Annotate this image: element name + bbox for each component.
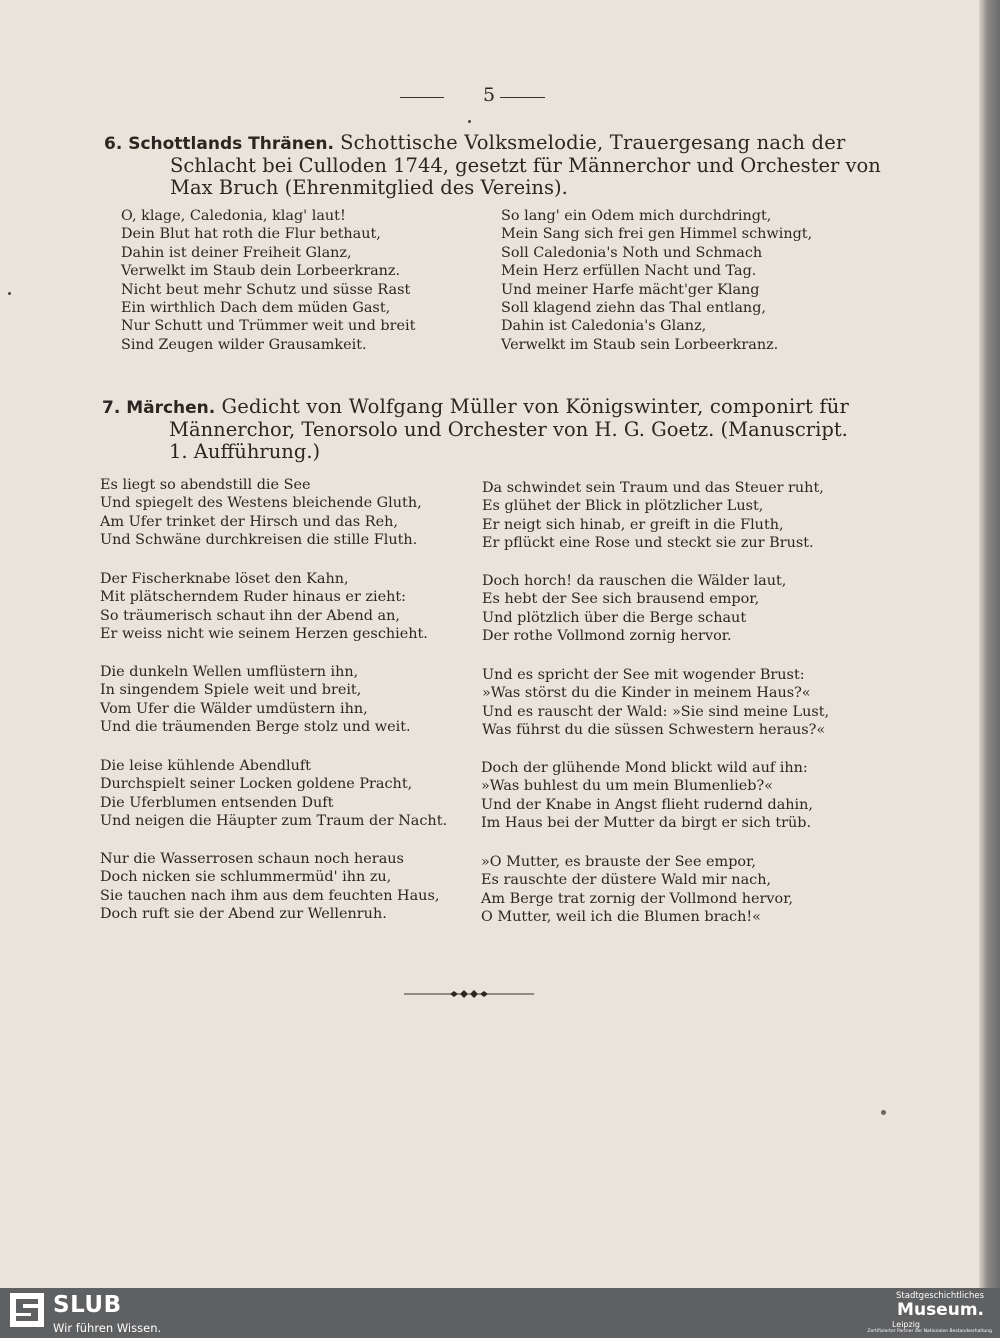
verse-line: Es liegt so abendstill die See <box>100 477 311 493</box>
ornament-divider <box>404 986 534 1002</box>
verse-line: Er neigt sich hinab, er greift in die Fluth, <box>482 516 784 533</box>
section-6-left-verse <box>121 207 415 354</box>
verse-line: Nur die Wasserrosen schaun noch heraus <box>100 851 404 867</box>
museum-prefix: Stadtgeschichtliches <box>896 1291 984 1301</box>
verse-line: Die dunkeln Wellen umflüstern ihn, <box>100 664 359 680</box>
verse-line: Und die träumenden Berge stolz und weit. <box>100 719 411 736</box>
stanza-left-4 <box>100 757 447 831</box>
verse-line: Verwelkt im Staub sein Lorbeerkranz. <box>501 336 779 353</box>
verse-line: Der rothe Vollmond zornig hervor. <box>482 628 732 645</box>
verse-line: Und meiner Harfe mächt'ger Klang <box>501 281 760 298</box>
verse-line: Und Schwäne durchkreisen die stille Fluth. <box>100 532 418 549</box>
museum-city: Leipzig <box>891 1320 920 1329</box>
museum-name: Museum. <box>897 1300 984 1320</box>
stanza-right-3 <box>482 666 829 740</box>
section-7-heading-line: 1. Aufführung.) <box>169 440 321 463</box>
slub-name: SLUB <box>53 1292 122 1318</box>
page-number-rule-left <box>400 97 444 98</box>
stanza-right-5 <box>481 853 793 927</box>
verse-line: Und spiegelt des Westens bleichende Gluth, <box>100 495 422 512</box>
verse-line: »Was buhlest du um mein Blumenlieb?« <box>481 778 773 795</box>
verse-line: Im Haus bei der Mutter da birgt er sich trüb. <box>481 815 812 832</box>
print-speck <box>881 1110 886 1115</box>
section-6-title: 6. Schottlands Thränen. <box>104 134 334 154</box>
section-6-heading-line: Schottische Volksmelodie, Trauergesang nach der <box>340 131 846 154</box>
verse-line: Der Fischerknabe löset den Kahn, <box>100 571 349 587</box>
verse-line: Nicht beut mehr Schutz und süsse Rast <box>121 281 411 298</box>
verse-line: Verwelkt im Staub dein Lorbeerkranz. <box>121 263 401 280</box>
verse-line: Und es spricht der See mit wogender Brust: <box>482 667 805 683</box>
slub-tagline: Wir führen Wissen. <box>53 1321 162 1335</box>
section-6-heading-line: Schlacht bei Culloden 1744, gesetzt für Männerchor und Orchester von <box>170 154 881 177</box>
verse-line: Doch horch! da rauschen die Wälder laut, <box>482 573 787 589</box>
verse-line: Ein wirthlich Dach dem müden Gast, <box>121 299 391 316</box>
verse-line: So lang' ein Odem mich durchdringt, <box>501 208 772 224</box>
verse-line: Durchspielt seiner Locken goldene Pracht, <box>100 776 413 793</box>
verse-line: Nur Schutt und Trümmer weit und breit <box>121 318 416 335</box>
verse-line: Da schwindet sein Traum und das Steuer ruht, <box>482 480 824 496</box>
verse-line: Mein Herz erfüllen Nacht und Tag. <box>501 263 757 280</box>
verse-line: Dahin ist Caledonia's Glanz, <box>501 318 707 335</box>
verse-line: Dahin ist deiner Freiheit Glanz, <box>121 244 352 261</box>
verse-line: Mit plätscherndem Ruder hinaus er zieht: <box>100 589 406 606</box>
section-7-heading-line: Gedicht von Wolfgang Müller von Königswinter, componirt für <box>221 395 850 418</box>
page-edge-shadow <box>979 0 1000 1288</box>
verse-line: In singendem Spiele weit und breit, <box>100 682 362 699</box>
verse-line: Die Uferblumen entsenden Duft <box>100 794 334 811</box>
verse-line: So träumerisch schaut ihn der Abend an, <box>100 607 400 624</box>
verse-line: Und der Knabe in Angst flieht rudernd dahin, <box>481 796 813 813</box>
verse-line: Am Berge trat zornig der Vollmond hervor, <box>481 890 794 907</box>
verse-line: Mein Sang sich frei gen Himmel schwingt, <box>501 226 813 243</box>
section-6-heading-line: Max Bruch (Ehrenmitglied des Vereins). <box>170 176 568 199</box>
verse-line: Und neigen die Häupter zum Traum der Nacht. <box>100 813 448 830</box>
verse-line: Er pflückt eine Rose und steckt sie zur Brust. <box>482 535 814 552</box>
verse-line: Er weiss nicht wie seinem Herzen geschieht. <box>100 626 428 643</box>
stanza-left-5 <box>100 850 439 924</box>
stanza-right-1 <box>482 479 824 553</box>
verse-line: »Was störst du die Kinder in meinem Haus?« <box>482 685 811 702</box>
stanza-left-3 <box>100 663 411 737</box>
verse-line: Es hebt der See sich brausend empor, <box>482 591 760 608</box>
stanza-left-1 <box>100 476 422 550</box>
section-7-title: 7. Märchen. <box>102 398 216 418</box>
stanza-right-4 <box>481 759 813 833</box>
print-speck <box>468 120 471 123</box>
section-7-heading-line: Männerchor, Tenorsolo und Orchester von H. G. Goetz. (Manuscript. <box>169 418 848 441</box>
verse-line: Vom Ufer die Wälder umdüstern ihn, <box>100 700 368 717</box>
verse-line: Doch der glühende Mond blickt wild auf ihn: <box>481 760 808 776</box>
verse-line: Sind Zeugen wilder Grausamkeit. <box>121 336 367 353</box>
section-7-heading <box>102 395 850 463</box>
stanza-right-2 <box>482 572 786 646</box>
verse-line: Es glühet der Blick in plötzlicher Lust, <box>482 498 764 515</box>
section-6-right-verse <box>501 207 812 354</box>
verse-line: Doch nicken sie schlummermüd' ihn zu, <box>100 869 392 886</box>
verse-line: Soll Caledonia's Noth und Schmach <box>501 244 763 261</box>
verse-line: Am Ufer trinket der Hirsch und das Reh, <box>100 513 398 530</box>
verse-line: Die leise kühlende Abendluft <box>100 758 311 774</box>
print-speck <box>8 292 11 295</box>
verse-line: »O Mutter, es brauste der See empor, <box>481 854 756 870</box>
verse-line: Doch ruft sie der Abend zur Wellenruh. <box>100 906 387 923</box>
verse-line: Und es rauscht der Wald: »Sie sind meine Lust, <box>482 703 830 720</box>
page-number-rule-right <box>500 97 545 98</box>
verse-line: Dein Blut hat roth die Flur bethaut, <box>121 226 381 243</box>
verse-line: O Mutter, weil ich die Blumen brach!« <box>481 909 761 926</box>
stanza-left-2 <box>100 570 428 644</box>
verse-line: Sie tauchen nach ihm aus dem feuchten Haus, <box>100 887 440 904</box>
museum-certificate: Zertifizierter Partner der Nationalen Bestandserhaltung <box>867 1329 992 1334</box>
section-6-heading <box>104 131 881 199</box>
slub-logo-icon <box>10 1293 44 1327</box>
page-number: 5 <box>482 84 497 106</box>
verse-line: Soll klagend ziehn das Thal entlang, <box>501 299 766 316</box>
verse-line: O, klage, Caledonia, klag' laut! <box>121 208 346 224</box>
verse-line: Was führst du die süssen Schwestern heraus?« <box>482 722 826 739</box>
verse-line: Und plötzlich über die Berge schaut <box>482 609 747 626</box>
verse-line: Es rauschte der düstere Wald mir nach, <box>481 872 772 889</box>
